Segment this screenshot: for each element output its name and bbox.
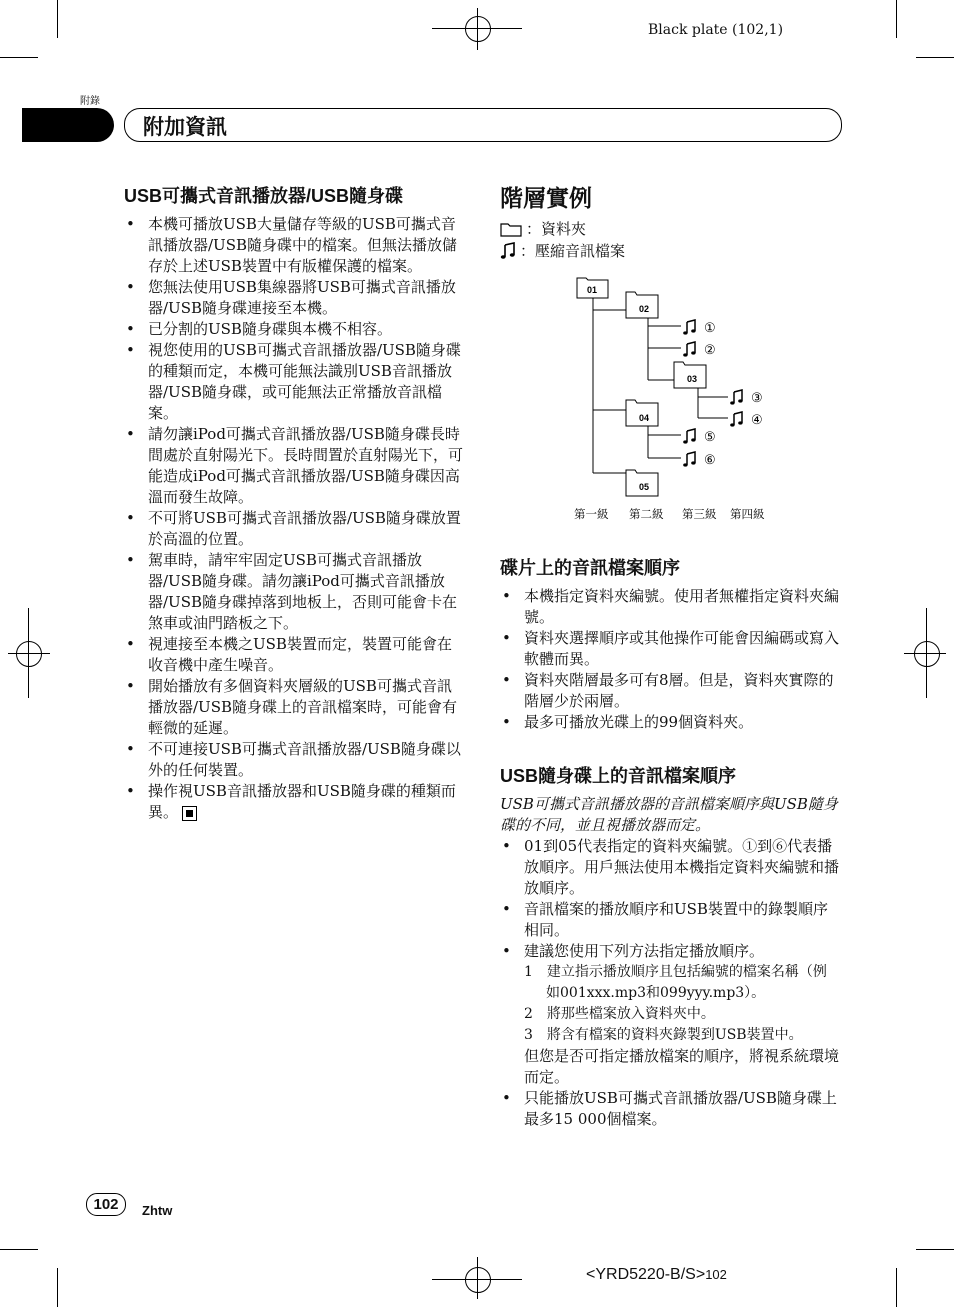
list-item: • 只能播放USB可攜式音訊播放器/USB隨身碟上最多15 000個檔案。 [500,1088,840,1130]
registration-mark [465,1267,491,1293]
usb-order-note: USB可攜式音訊播放器的音訊檔案順序與USB隨身碟的不同，並且視播放器而定。 [500,795,838,834]
list-item [124,781,464,823]
crop-mark [0,1249,38,1250]
folder-01 [577,278,608,298]
step-item: 3 將含有檔案的資料夾錄製到USB裝置中。 [524,1027,803,1043]
crop-mark [0,57,38,58]
usb-bullets [124,214,464,823]
usb-order-heading: USB隨身碟上的音訊檔案順序 [500,766,737,786]
list-item: • 本機指定資料夾編號。使用者無權指定資料夾編號。 [500,586,840,628]
list-item: • 本機可播放USB大量儲存等級的USB可攜式音訊播放器/USB隨身碟中的檔案。但無法播放儲存於上述USB裝置中有版權保護的檔案。 [124,214,464,277]
folder-label: 05 [638,482,650,492]
disc-order-section [500,556,840,733]
crop-mark [916,57,954,58]
crop-mark [57,1268,58,1307]
crop-mark [896,1268,897,1307]
crop-mark [916,1249,954,1250]
registration-mark [914,641,940,667]
file-order: ② [704,343,716,358]
language-code: Zhtw [142,1203,173,1218]
file-2 [683,342,715,358]
step-item: 1 建立指示播放順序且包括編號的檔案名稱（例如001xxx.mp3和099yyy.mp3）。 [524,964,827,1001]
model-page: 102 [705,1267,727,1282]
list-item: • 01到05代表指定的資料夾編號。①到⑥代表播放順序。用戶無法使用本機指定資料夾編號和播放順序。 [500,836,840,899]
list-item: • 資料夾選擇順序或其他操作可能會因編碼或寫入軟體而異。 [500,628,840,670]
level-label: 第三級 [682,507,717,521]
list-item: • 不可連接USB可攜式音訊播放器/USB隨身碟以外的任何裝置。 [124,739,464,781]
list-item: • 建議您使用下列方法指定播放順序。 [500,941,840,962]
level-label: 第二級 [629,507,664,521]
music-note-icon [500,242,516,260]
file-5 [683,429,715,445]
list-item: • 音訊檔案的播放順序和USB裝置中的錄製順序相同。 [500,899,840,941]
legend-file [500,240,840,262]
left-column [124,184,464,823]
file-3 [730,390,762,406]
order-steps [500,962,840,1088]
folder-label: 04 [638,413,650,423]
hierarchy-heading: 階層實例 [500,185,592,211]
disc-order-bullets [500,586,840,733]
plate-label: Black plate (102,1) [648,22,784,38]
folder-label: 03 [686,374,698,384]
list-item: • 最多可播放光碟上的99個資料夾。 [500,712,840,733]
section-tab: 附錄 [80,96,100,107]
list-item-text: 操作視USB音訊播放器和USB隨身碟的種類而異。 [148,782,456,821]
list-item: • 您無法使用USB集線器將USB可攜式音訊播放器/USB隨身碟連接至本機。 [124,277,464,319]
file-order: ⑥ [704,453,716,468]
list-item: • 已分割的USB隨身碟與本機不相容。 [124,319,464,340]
page-title: 附加資訊 [143,116,227,139]
file-order: ① [704,321,716,336]
crop-mark [896,0,897,38]
folder-label: 02 [638,304,650,314]
usb-order-bullets [500,836,840,962]
list-item: • 資料夾階層最多可有8層。但是，資料夾實際的階層少於兩層。 [500,670,840,712]
page-number: 102 [86,1193,126,1216]
legend-folder-label: ：資料夾 [526,220,587,238]
folder-03 [674,362,706,388]
crop-mark [57,0,58,38]
folder-02 [626,292,658,318]
folder-label: 01 [586,285,598,295]
file-6 [683,452,715,468]
usb-order-last [500,1088,840,1130]
file-1 [683,320,715,336]
list-item: • 開始播放有多個資料夾層級的USB可攜式音訊播放器/USB隨身碟上的音訊檔案時，可能會有輕微的延遲。 [124,676,464,739]
list-item: • 視您使用的USB可攜式音訊播放器/USB隨身碟的種類而定，本機可能無法識別USB音訊播放器/USB隨身碟，或可能無法正常播放音訊檔案。 [124,340,464,424]
title-box [124,108,842,142]
usb-heading: USB可攜式音訊播放器/USB隨身碟 [124,186,404,206]
file-4 [730,412,762,428]
legend-folder [500,218,840,240]
level-label: 第四級 [730,507,765,521]
file-order: ③ [751,391,763,406]
list-item: • 不可將USB可攜式音訊播放器/USB隨身碟放置於高溫的位置。 [124,508,464,550]
legend-file-label: ：壓縮音訊檔案 [520,242,626,260]
folder-04 [626,400,658,426]
usb-order-section [500,764,840,1130]
registration-mark [16,641,42,667]
folder-05 [626,470,658,496]
model-label [586,1266,727,1284]
file-order: ⑤ [704,430,716,445]
folder-icon [500,221,522,237]
list-item: • 請勿讓iPod可攜式音訊播放器/USB隨身碟長時間處於直射陽光下。長時間置於直射陽光下，可能造成iPod可攜式音訊播放器/USB隨身碟因高溫而發生故障。 [124,424,464,508]
end-mark-icon [182,806,197,821]
right-column [500,184,840,262]
steps-note: 但您是否可指定播放檔案的順序，將視系統環境而定。 [524,1047,840,1086]
file-order: ④ [751,413,763,428]
list-item: • 駕車時，請牢牢固定USB可攜式音訊播放器/USB隨身碟。請勿讓iPod可攜式音訊播放器/USB隨身碟掉落到地板上，否則可能會卡在煞車或油門踏板之下。 [124,550,464,634]
hierarchy-diagram [560,270,800,530]
step-item: 2 將那些檔案放入資料夾中。 [524,1006,715,1022]
registration-mark [465,16,491,42]
disc-order-heading: 碟片上的音訊檔案順序 [500,558,680,578]
list-item: • 視連接至本機之USB裝置而定，裝置可能會在收音機中產生噪音。 [124,634,464,676]
section-bar [22,108,114,142]
level-label: 第一級 [574,507,609,521]
model-code: <YRD5220-B/S> [586,1266,706,1283]
